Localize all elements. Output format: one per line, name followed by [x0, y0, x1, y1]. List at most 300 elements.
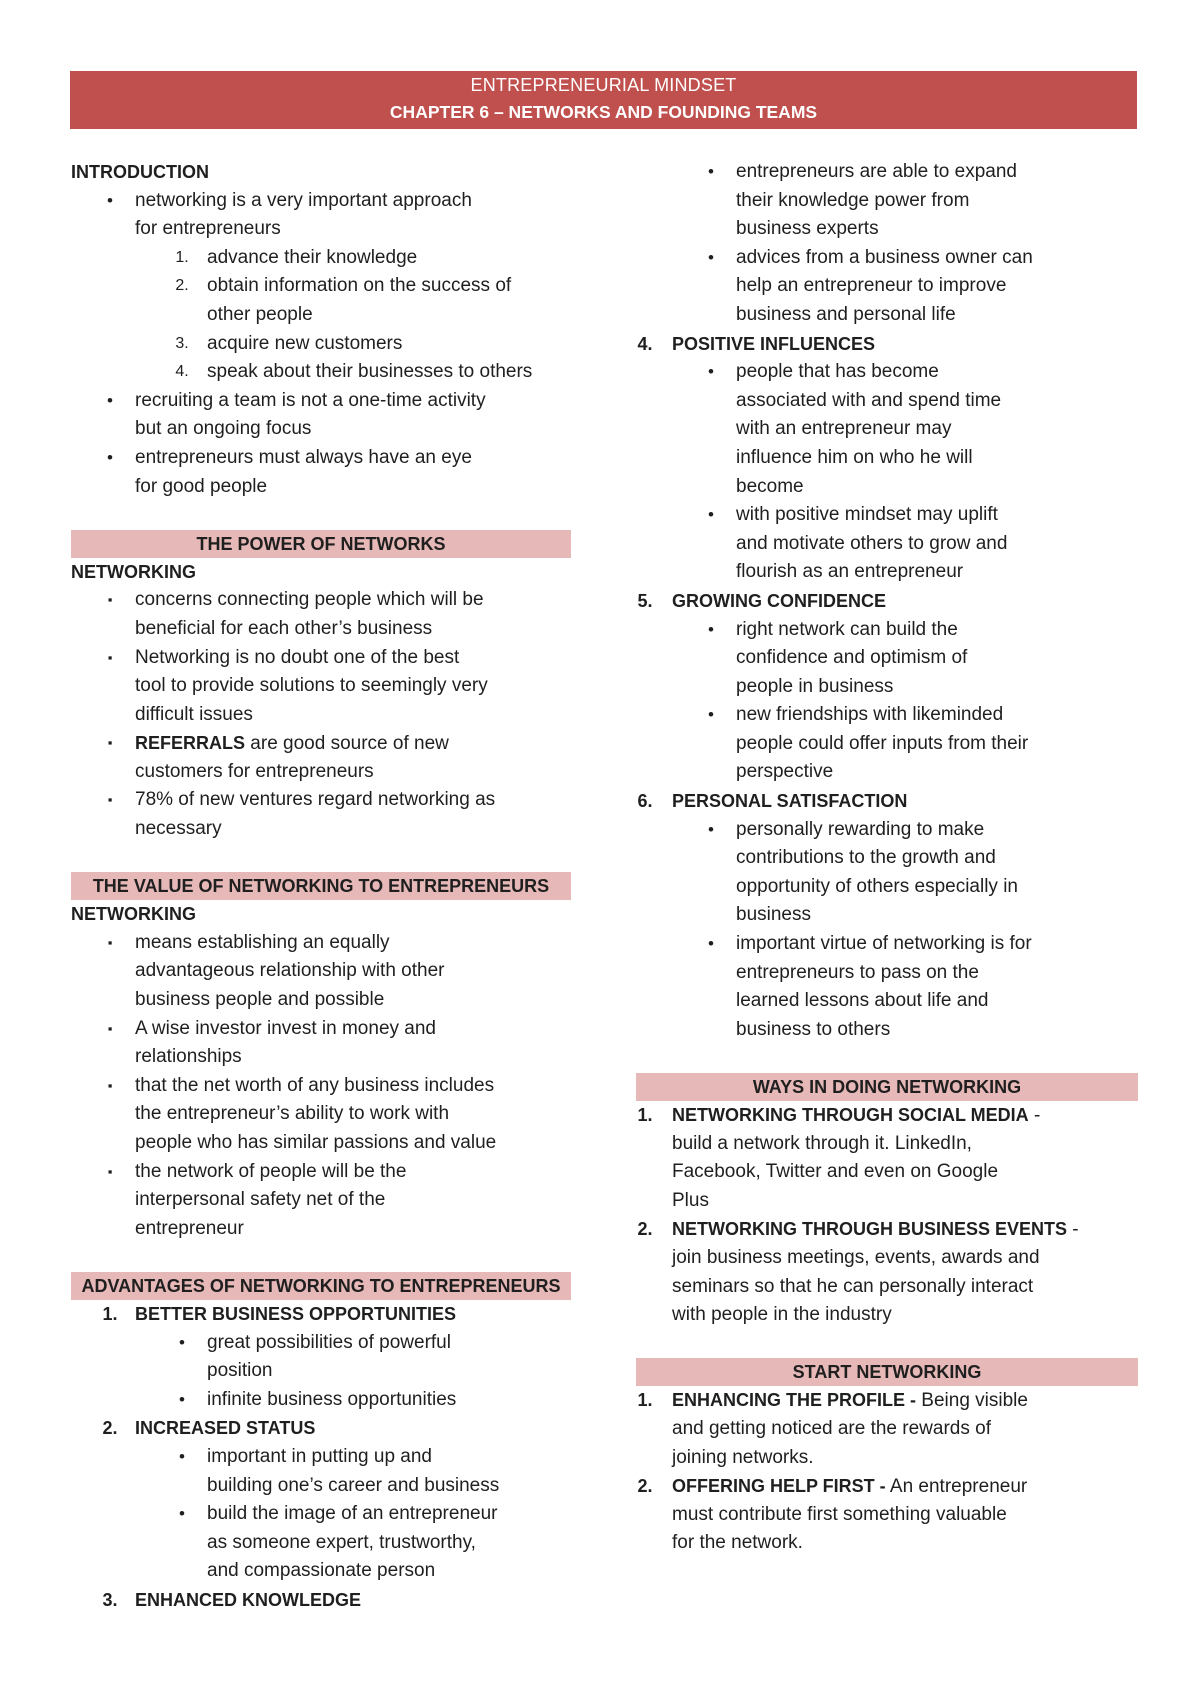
list-line	[71, 672, 571, 701]
list-line	[636, 444, 1138, 473]
line-text: An entrepreneur	[885, 1476, 1028, 1498]
list-number: 3.	[102, 1589, 118, 1610]
list-text	[736, 758, 833, 787]
right-column	[636, 158, 1138, 1558]
list-item	[636, 930, 1138, 1044]
section-heading: NETWORKING	[71, 561, 196, 582]
list-item	[636, 1472, 1138, 1558]
list-text	[672, 587, 886, 616]
list-line	[71, 244, 571, 273]
list-line	[71, 1529, 571, 1558]
emphasis-term: REFERRALS	[135, 733, 246, 754]
list-line	[636, 1244, 1138, 1273]
list-text	[135, 1043, 242, 1072]
line-text: are good source of new	[245, 733, 449, 755]
list-text	[736, 358, 939, 387]
square-bullet-icon: ▪	[107, 1163, 113, 1179]
list-line	[71, 215, 571, 244]
list-line	[71, 986, 571, 1015]
square-bullet-icon: ▪	[107, 1077, 113, 1093]
line-text: interpersonal safety net of the	[135, 1189, 386, 1211]
line-text: as someone expert, trustworthy,	[207, 1531, 476, 1553]
line-text: customers for entrepreneurs	[135, 760, 374, 782]
numbered-heading	[71, 1300, 571, 1329]
bullet-icon: •	[708, 162, 714, 181]
list-text	[135, 473, 267, 502]
list-text	[736, 816, 984, 845]
line-text: entrepreneurs are able to expand	[736, 161, 1017, 182]
list-line	[636, 758, 1138, 787]
list-line	[71, 815, 571, 844]
list-text	[736, 473, 804, 502]
list-text	[672, 1386, 1028, 1416]
line-text: new friendships with likeminded	[736, 704, 1004, 726]
spacer	[71, 1243, 571, 1272]
line-text: -	[1028, 1105, 1041, 1126]
line-text: obtain information on the success of	[207, 275, 512, 297]
list-line	[71, 1072, 571, 1101]
spacer	[636, 1330, 1138, 1359]
list-text	[207, 244, 417, 273]
line-text: relationships	[135, 1046, 242, 1068]
list-text	[135, 1072, 494, 1101]
spacer	[71, 844, 571, 873]
list-text	[736, 530, 1007, 559]
list-text	[135, 1215, 244, 1244]
list-text	[135, 1129, 496, 1158]
list-text	[135, 615, 432, 644]
list-line	[636, 787, 1138, 816]
list-line	[636, 301, 1138, 330]
list-number: 2.	[637, 1219, 653, 1240]
list-text	[672, 1444, 814, 1473]
line-text: infinite business opportunities	[207, 1388, 457, 1410]
spacer	[636, 1044, 1138, 1073]
list-line	[636, 1529, 1138, 1558]
line-text: with an entrepreneur may	[736, 418, 952, 440]
line-text: with positive mindset may uplift	[736, 504, 998, 526]
list-item	[71, 786, 571, 843]
numbered-heading	[636, 787, 1138, 816]
list-line	[71, 644, 571, 673]
line-text: seminars so that he can personally interact	[672, 1275, 1034, 1297]
list-text	[736, 415, 951, 444]
bullet-icon: •	[179, 1446, 185, 1466]
bullet-icon: •	[107, 447, 113, 467]
line-text: and compassionate person	[207, 1560, 436, 1582]
list-text	[672, 1415, 991, 1444]
list-line	[636, 330, 1138, 359]
line-text: difficult issues	[135, 703, 253, 725]
list-text	[736, 158, 1017, 187]
numbered-heading	[71, 1414, 571, 1443]
list-text	[672, 1472, 1027, 1502]
list-line	[636, 158, 1138, 187]
left-column	[71, 158, 571, 1615]
bullet-icon: •	[107, 190, 113, 210]
list-text	[135, 957, 444, 986]
list-text	[736, 1016, 890, 1045]
square-bullet-icon: ▪	[107, 649, 113, 665]
list-line	[71, 1500, 571, 1529]
line-text: for good people	[135, 475, 268, 497]
list-item	[71, 1158, 571, 1244]
list-line	[636, 1101, 1138, 1130]
list-item	[636, 1215, 1138, 1329]
list-text	[207, 330, 402, 359]
list-item	[71, 272, 571, 329]
line-text: business to others	[736, 1018, 891, 1040]
list-text	[672, 1529, 803, 1558]
line-text: Networking is no doubt one of the best	[135, 646, 460, 668]
list-line	[636, 587, 1138, 616]
list-text	[736, 844, 996, 873]
numbered-heading	[71, 1586, 571, 1615]
list-item	[71, 444, 571, 501]
line-text: people in business	[736, 675, 894, 697]
list-line	[71, 1557, 571, 1586]
line-text: people who has similar passions and value	[135, 1132, 497, 1153]
list-line	[636, 873, 1138, 902]
line-text: confidence and optimism of	[736, 647, 968, 669]
line-text: great possibilities of powerful	[207, 1331, 451, 1353]
list-item	[71, 358, 571, 387]
list-line	[71, 1043, 571, 1072]
list-line	[636, 1273, 1138, 1302]
list-text	[207, 1357, 273, 1386]
line-text: important virtue of networking is for	[736, 933, 1032, 955]
line-text: advantageous relationship with other	[135, 960, 445, 982]
line-text: concerns connecting people which will be	[135, 589, 484, 611]
list-text	[135, 1158, 406, 1187]
list-line	[636, 1187, 1138, 1216]
line-text: GROWING CONFIDENCE	[672, 590, 886, 611]
list-number: 2.	[175, 277, 189, 295]
list-text	[135, 672, 488, 701]
list-line	[636, 1415, 1138, 1444]
list-text	[736, 644, 967, 673]
list-line	[636, 987, 1138, 1016]
line-text: other people	[207, 303, 313, 325]
list-line	[636, 1215, 1138, 1244]
list-line	[71, 1586, 571, 1615]
line-text: POSITIVE INFLUENCES	[672, 333, 876, 354]
line-text: business people and possible	[135, 989, 385, 1011]
section-heading: INTRODUCTION	[71, 162, 209, 182]
line-text: personally rewarding to make	[736, 818, 985, 840]
line-text: PERSONAL SATISFACTION	[672, 791, 908, 812]
list-text	[672, 1301, 892, 1330]
list-text	[736, 616, 958, 645]
list-text	[135, 387, 486, 416]
list-text	[135, 1100, 449, 1129]
list-line	[636, 730, 1138, 759]
list-text	[672, 1244, 1040, 1273]
list-text	[736, 272, 1006, 301]
section-heading: NETWORKING	[71, 904, 196, 925]
emphasis-term: NETWORKING THROUGH SOCIAL MEDIA	[672, 1105, 1029, 1125]
list-line	[71, 358, 571, 387]
list-line	[71, 473, 571, 502]
list-item	[636, 158, 1138, 244]
bullet-icon: •	[708, 247, 714, 267]
list-text	[736, 959, 979, 988]
list-item	[71, 1072, 571, 1158]
list-line	[636, 1158, 1138, 1187]
list-line	[636, 1444, 1138, 1473]
list-item	[71, 187, 571, 244]
list-text	[135, 815, 222, 844]
list-text	[736, 501, 998, 530]
list-text	[207, 1529, 476, 1558]
list-text	[207, 1500, 497, 1529]
list-line	[71, 1300, 571, 1329]
list-line	[636, 530, 1138, 559]
line-text: business experts	[736, 218, 879, 240]
list-line	[71, 301, 571, 330]
line-text: recruiting a team is not a one-time activity	[135, 389, 486, 411]
line-text: building one’s career and business	[207, 1474, 500, 1496]
line-text: become	[736, 475, 804, 497]
line-text: and motivate others to grow and	[736, 532, 1008, 554]
square-bullet-icon: ▪	[107, 735, 113, 751]
square-bullet-icon: ▪	[107, 1020, 113, 1036]
line-text: contributions to the growth and	[736, 847, 996, 869]
line-text: flourish as an entrepreneur	[736, 561, 964, 583]
emphasis-term: ENHANCING THE PROFILE -	[672, 1390, 917, 1411]
list-line	[71, 1129, 571, 1158]
list-item	[636, 701, 1138, 787]
list-number: 1.	[637, 1105, 653, 1125]
line-text: entrepreneurs to pass on the	[736, 961, 979, 983]
document-header	[70, 71, 1137, 129]
section-title-bar: ADVANTAGES OF NETWORKING TO ENTREPRENEURS	[71, 1272, 571, 1300]
list-item	[636, 616, 1138, 702]
list-line	[71, 1100, 571, 1129]
line-text: Plus	[672, 1189, 709, 1211]
numbered-heading	[636, 330, 1138, 359]
list-text	[672, 787, 907, 816]
list-text	[135, 929, 390, 958]
line-text: must contribute first something valuable	[672, 1503, 1007, 1525]
list-text	[135, 644, 459, 673]
line-text: necessary	[135, 818, 222, 840]
line-text: INCREASED STATUS	[135, 1418, 316, 1439]
list-text	[736, 673, 893, 702]
list-line	[71, 1472, 571, 1501]
list-item	[636, 816, 1138, 930]
square-bullet-icon: ▪	[107, 934, 113, 950]
list-line	[636, 1472, 1138, 1501]
bullet-icon: •	[708, 505, 714, 525]
list-text	[736, 558, 963, 587]
list-number: 5.	[637, 590, 653, 611]
list-number: 1.	[175, 248, 189, 266]
list-line	[71, 272, 571, 301]
list-line	[71, 1443, 571, 1472]
list-number: 6.	[637, 791, 653, 812]
list-text	[135, 1586, 361, 1615]
list-line	[636, 1501, 1138, 1530]
list-text	[736, 187, 969, 216]
line-text: BETTER BUSINESS OPPORTUNITIES	[135, 1303, 457, 1324]
numbered-heading	[636, 587, 1138, 616]
list-text	[672, 1187, 709, 1216]
line-text: but an ongoing focus	[135, 418, 312, 440]
line-text: ENHANCED KNOWLEDGE	[135, 1589, 362, 1610]
list-line	[636, 701, 1138, 730]
emphasis-term: OFFERING HELP FIRST -	[672, 1476, 886, 1497]
list-text	[207, 1386, 456, 1415]
list-number: 4.	[175, 363, 189, 381]
list-number: 2.	[102, 1418, 118, 1439]
section-title-bar: WAYS IN DOING NETWORKING	[636, 1073, 1138, 1101]
list-line	[71, 387, 571, 416]
line-text: learned lessons about life and	[736, 990, 989, 1012]
list-item	[636, 244, 1138, 330]
list-text	[207, 358, 532, 387]
bullet-icon: •	[708, 705, 714, 725]
list-text	[736, 244, 1033, 273]
list-item	[71, 387, 571, 444]
list-item	[71, 586, 571, 643]
list-text	[135, 1186, 385, 1215]
list-text	[207, 301, 313, 330]
line-text: associated with and spend time	[736, 389, 1002, 411]
section-title-bar: THE POWER OF NETWORKS	[71, 530, 571, 558]
list-item	[636, 1386, 1138, 1472]
bullet-icon: •	[708, 362, 714, 382]
line-text: the network of people will be the	[135, 1160, 407, 1182]
list-text	[135, 215, 281, 244]
bullet-icon: •	[107, 390, 113, 410]
list-item	[71, 1329, 571, 1386]
list-item	[71, 929, 571, 1015]
bullet-icon: •	[179, 1504, 185, 1524]
list-text	[135, 586, 484, 615]
bullet-icon: •	[708, 819, 714, 839]
line-text: that the net worth of any business includes	[135, 1074, 495, 1096]
list-item	[71, 330, 571, 359]
line-text: business and personal life	[736, 303, 956, 325]
list-text	[135, 187, 472, 216]
list-text	[135, 758, 374, 787]
line-text: their knowledge power from	[736, 189, 970, 211]
line-text: the entrepreneur’s ability to work with	[135, 1103, 450, 1125]
line-text: help an entrepreneur to improve	[736, 275, 1007, 297]
list-item	[636, 358, 1138, 501]
line-text: position	[207, 1360, 273, 1382]
list-text	[135, 1015, 436, 1044]
line-text: Being visible	[916, 1390, 1028, 1412]
line-text: for the network.	[672, 1532, 803, 1554]
line-text: opportunity of others especially in	[736, 875, 1018, 897]
section-title-bar: START NETWORKING	[636, 1358, 1138, 1386]
line-text: speak about their businesses to others	[207, 361, 533, 383]
section-title-bar: THE VALUE OF NETWORKING TO ENTREPRENEURS	[71, 872, 571, 900]
list-line	[71, 187, 571, 216]
list-text	[672, 1215, 1079, 1245]
list-line	[71, 758, 571, 787]
list-text	[207, 1557, 435, 1586]
list-line	[636, 558, 1138, 587]
list-text	[736, 730, 1028, 759]
list-number: 4.	[637, 333, 653, 354]
list-line	[71, 330, 571, 359]
line-text: tool to provide solutions to seemingly very	[135, 675, 488, 697]
list-line	[636, 644, 1138, 673]
list-line	[71, 1186, 571, 1215]
line-text: advices from a business owner can	[736, 246, 1033, 268]
list-text	[736, 930, 1032, 959]
list-text	[736, 387, 1001, 416]
list-text	[736, 215, 879, 244]
list-text	[207, 1443, 432, 1472]
list-line	[71, 729, 571, 758]
list-line	[71, 1386, 571, 1415]
list-line	[636, 244, 1138, 273]
list-text	[736, 901, 811, 930]
list-line	[71, 415, 571, 444]
list-item	[71, 644, 571, 730]
list-line	[636, 387, 1138, 416]
spacer	[71, 501, 571, 530]
list-item	[636, 501, 1138, 587]
list-item	[71, 1500, 571, 1586]
line-text: important in putting up and	[207, 1445, 432, 1467]
list-line	[636, 1301, 1138, 1330]
list-text	[672, 1273, 1033, 1302]
list-line	[71, 1215, 571, 1244]
line-text: acquire new customers	[207, 332, 403, 354]
list-item	[71, 1015, 571, 1072]
list-text	[135, 786, 495, 815]
list-number: 3.	[175, 334, 189, 352]
list-line	[636, 959, 1138, 988]
list-line	[71, 1329, 571, 1358]
list-text	[672, 1130, 972, 1159]
list-number: 2.	[637, 1476, 653, 1497]
list-line	[636, 215, 1138, 244]
list-text	[135, 701, 253, 730]
list-item	[71, 244, 571, 273]
list-text	[135, 1414, 315, 1443]
line-text: networking is a very important approach	[135, 189, 472, 211]
bullet-icon: •	[708, 934, 714, 954]
list-text	[207, 272, 511, 301]
list-item	[636, 1101, 1138, 1215]
line-text: people could offer inputs from their	[736, 732, 1029, 754]
line-text: join business meetings, events, awards and	[672, 1246, 1040, 1268]
line-text: joining networks.	[672, 1446, 814, 1468]
list-item	[71, 729, 571, 786]
list-line	[636, 358, 1138, 387]
bullet-icon: •	[179, 1389, 185, 1409]
list-text	[736, 444, 973, 473]
list-line	[71, 586, 571, 615]
list-text	[736, 701, 1003, 730]
square-bullet-icon: ▪	[107, 592, 113, 608]
list-line	[636, 1016, 1138, 1045]
list-line	[71, 1414, 571, 1443]
list-text	[135, 986, 384, 1015]
list-line	[71, 957, 571, 986]
list-line	[71, 701, 571, 730]
list-line	[636, 501, 1138, 530]
list-line	[636, 673, 1138, 702]
bullet-icon: •	[708, 619, 714, 639]
list-item	[71, 1386, 571, 1415]
